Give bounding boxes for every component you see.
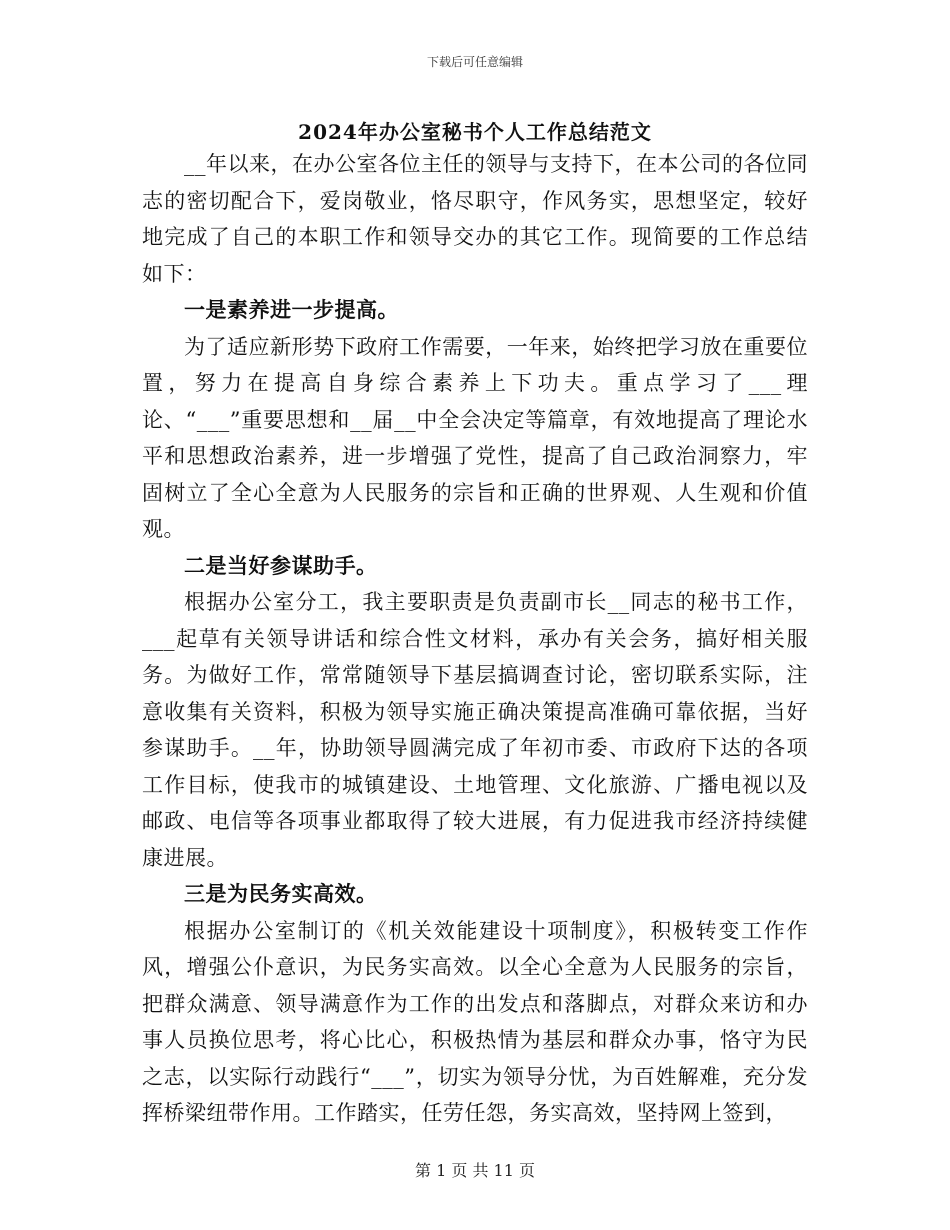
- section-heading-3: 三是为民务实高效。: [184, 881, 378, 906]
- document-body: [142, 146, 808, 1132]
- page-number: 第 1 页 共 11 页: [415, 1161, 535, 1180]
- header-note: 下载后可任意编辑: [426, 55, 523, 69]
- document-title: 2024年办公室秘书个人工作总结范文: [298, 120, 652, 144]
- paragraph-section-2: 根据办公室分工，我主要职责是负责副市长__同志的秘书工作，___起草有关领导讲话和综合性文材料，承办有关会务，搞好相关服务。为做好工作，常常随领导下基层搞调查讨论，密切联系实际，注意收集有关资料，积极为领导实施正确决策提高准确可靠依据，当好参谋助手。__年，协助领导圆满完成了年初市委、市政府下达的各项工作目标，使我市的城镇建设、土地管理、文化旅游、广播电视以及邮政、电信等各项事业都取得了较大进展，有力促进我市经济持续健康进展。: [142, 590, 808, 870]
- paragraph-intro: __年以来，在办公室各位主任的领导与支持下，在本公司的各位同志的密切配合下，爱岗敬业，恪尽职守，作风务实，思想坚定，较好地完成了自己的本职工作和领导交办的其它工作。现简要的工作总结如下：: [142, 152, 808, 286]
- section-heading-1: 一是素养进一步提高。: [184, 297, 399, 322]
- section-heading-2: 二是当好参谋助手。: [184, 552, 378, 578]
- paragraph-section-3: 根据办公室制订的《机关效能建设十项制度》，积极转变工作作风，增强公仆意识，为民务实高效。以全心全意为人民服务的宗旨，把群众满意、领导满意作为工作的出发点和落脚点，对群众来访和办事人员换位思考，将心比心，积极热情为基层和群众办事，恪守为民之志，以实际行动践行“___”，切实为领导分忧，为百姓解难，充分发挥桥梁纽带作用。工作踏实，任劳任怨，务实高效，坚持网上签到，: [142, 918, 808, 1125]
- paragraph-section-1: 为了适应新形势下政府工作需要，一年来，始终把学习放在重要位置，努力在提高自身综合素养上下功夫。重点学习了___理论、“___”重要思想和__届__中全会决定等篇章，有效地提高了理论水平和思想政治素养，进一步增强了党性，提高了自己政治洞察力，牢固树立了全心全意为人民服务的宗旨和正确的世界观、人生观和价值观。: [142, 334, 808, 541]
